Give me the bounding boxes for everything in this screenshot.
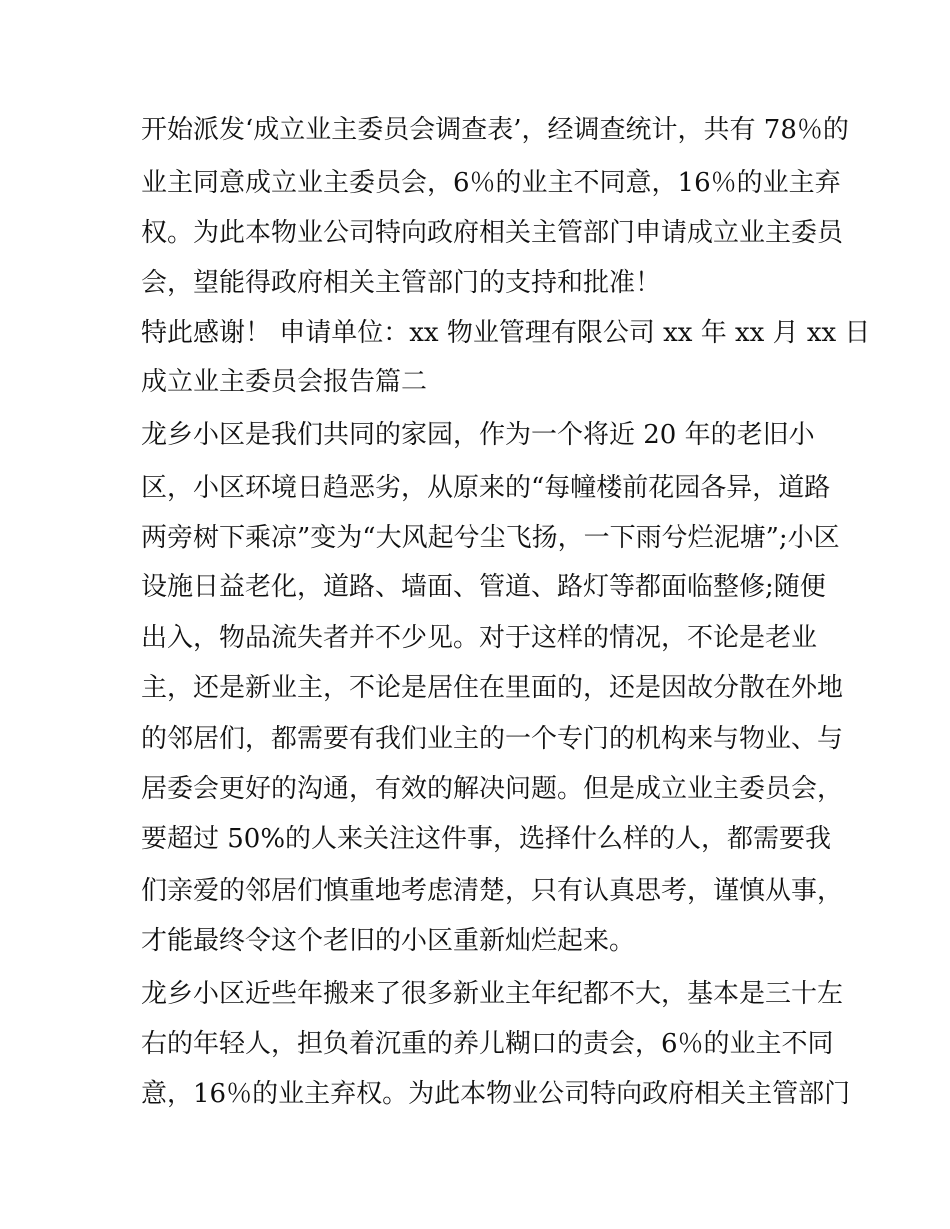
text-line: 右的年轻人，担负着沉重的养儿糊口的责会，6％的业主不同: [141, 1029, 834, 1059]
text-line: 龙乡小区近些年搬来了很多新业主年纪都不大，基本是三十左: [141, 979, 844, 1009]
text-line: 主，还是新业主，不论是居住在里面的，还是因故分散在外地: [141, 673, 844, 703]
text-line: 才能最终令这个老旧的小区重新灿烂起来。: [141, 926, 636, 956]
text-line: 的邻居们，都需要有我们业主的一个专门的机构来与物业、与: [141, 724, 844, 754]
section-heading: 成立业主委员会报告篇二: [141, 367, 428, 397]
text-line: 业主同意成立业主委员会，6％的业主不同意，16％的业主弃: [141, 168, 841, 198]
text-line: 们亲爱的邻居们慎重地考虑清楚，只有认真思考，谨慎从事，: [141, 876, 844, 906]
text-line: 会，望能得政府相关主管部门的支持和批准！: [141, 268, 662, 298]
text-line: 出入，物品流失者并不少见。对于这样的情况，不论是老业: [141, 623, 818, 653]
text-line: 龙乡小区是我们共同的家园，作为一个将近 20 年的老旧小: [141, 420, 815, 450]
text-line: 两旁树下乘凉”变为“大风起兮尘飞扬，一下雨兮烂泥塘”;小区: [141, 523, 840, 553]
text-line: 权。为此本物业公司特向政府相关主管部门申请成立业主委员: [141, 218, 844, 248]
text-line: 意，16％的业主弃权。为此本物业公司特向政府相关主管部门: [141, 1079, 851, 1109]
text-line: 设施日益老化，道路、墙面、管道、路灯等都面临整修;随便: [141, 572, 826, 602]
text-line: 开始派发‘成立业主委员会调查表’，经调查统计，共有 78％的: [141, 115, 849, 145]
text-line: 居委会更好的沟通，有效的解决问题。但是成立业主委员会，: [141, 774, 844, 804]
text-line: 区，小区环境日趋恶劣，从原来的“每幢楼前花园各异，道路: [141, 473, 831, 503]
text-line: 特此感谢！ 申请单位：xx 物业管理有限公司 xx 年 xx 月 xx 日: [141, 318, 871, 348]
text-line: 要超过 50%的人来关注这件事，选择什么样的人，都需要我: [141, 824, 832, 854]
